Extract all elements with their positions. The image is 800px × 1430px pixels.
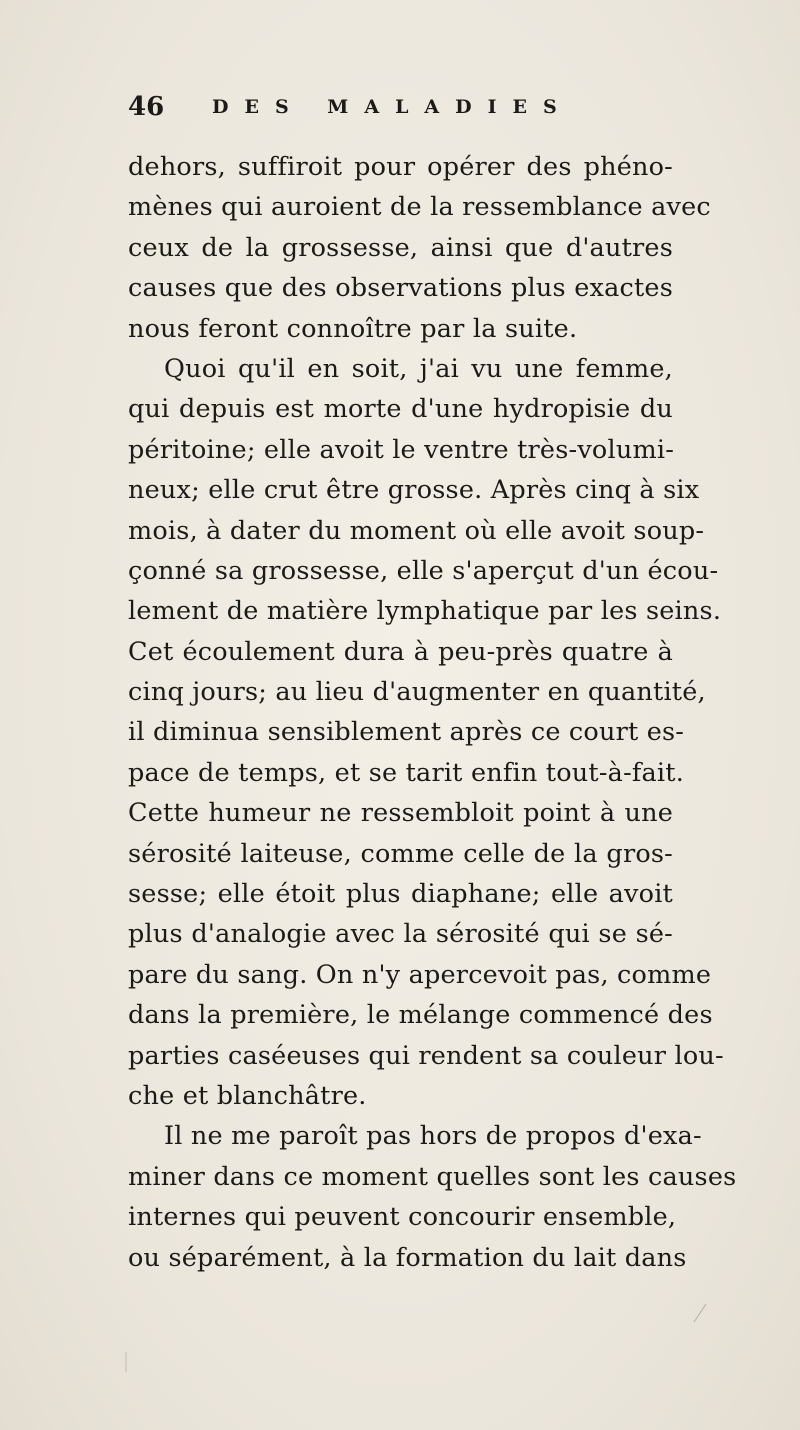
text-line: Cet écoulement dura à peu-près quatre à — [128, 636, 673, 667]
text-line: che et blanchâtre. — [128, 1080, 367, 1111]
text-line: sérosité laiteuse, comme celle de la gros- — [128, 838, 673, 869]
text-line: causes que des observations plus exactes — [128, 273, 673, 304]
text-line: il diminua sensiblement après ce court es- — [128, 717, 685, 748]
text-line: dans la première, le mélange commencé des — [128, 1000, 713, 1031]
body-text — [128, 147, 737, 1278]
text-line: mois, à dater du moment où elle avoit soup- — [128, 515, 705, 546]
text-line: Cette humeur ne ressembloit point à une — [128, 798, 673, 829]
text-line: neux; elle crut être grosse. Après cinq à six — [128, 475, 700, 506]
page-number: 46 — [128, 92, 165, 122]
text-line: pare du sang. On n'y apercevoit pas, comme — [128, 959, 712, 990]
text-line: pace de temps, et se tarit enfin tout-à-fait. — [128, 757, 685, 788]
text-line: lement de matière lymphatique par les seins. — [128, 596, 722, 627]
text-line: internes qui peuvent concourir ensemble, — [128, 1202, 677, 1233]
paragraph-start-line: Il ne me paroît pas hors de propos d'exa- — [164, 1121, 702, 1152]
text-line: qui depuis est morte d'une hydropisie du — [128, 394, 673, 425]
paper-speck — [120, 1350, 132, 1374]
running-head: DES MALADIES — [212, 96, 573, 118]
text-line: nous feront connoître par la suite. — [128, 313, 578, 344]
text-line: péritoine; elle avoit le ventre très-volumi- — [128, 434, 675, 465]
text-line: sesse; elle étoit plus diaphane; elle avoit — [128, 879, 673, 910]
text-line: plus d'analogie avec la sérosité qui se sé- — [128, 919, 673, 950]
paragraph-start-line: Quoi qu'il en soit, j'ai vu une femme, — [164, 353, 673, 384]
page-header — [128, 92, 658, 132]
text-line: çonné sa grossesse, elle s'aperçut d'un écou- — [128, 555, 719, 586]
text-line: parties caséeuses qui rendent sa couleur lou- — [128, 1040, 724, 1071]
text-line: ceux de la grossesse, ainsi que d'autres — [128, 232, 673, 263]
text-line: miner dans ce moment quelles sont les causes — [128, 1161, 737, 1192]
text-line: dehors, suffiroit pour opérer des phéno- — [128, 152, 673, 182]
text-line: ou séparément, à la formation du lait dans — [128, 1242, 687, 1273]
paper-speck — [690, 1300, 710, 1324]
text-line: cinq jours; au lieu d'augmenter en quantité, — [128, 677, 706, 708]
text-line: mènes qui auroient de la ressemblance avec — [128, 192, 711, 223]
